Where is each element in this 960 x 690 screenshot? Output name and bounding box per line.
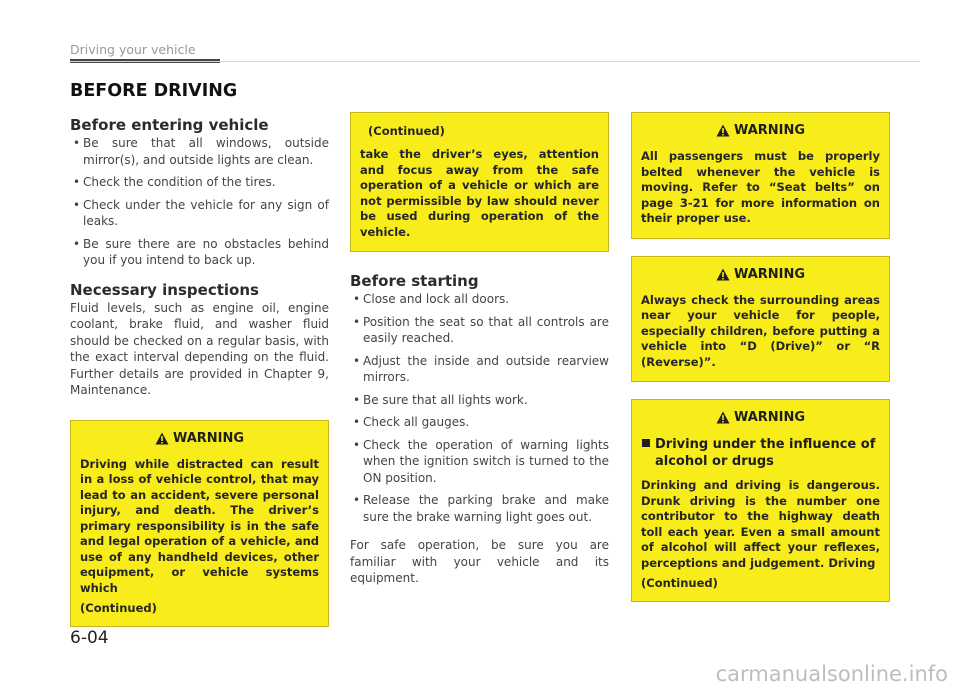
list-item: • Be sure there are no obstacles behind you if you intend to back up. — [70, 236, 329, 269]
column-middle — [350, 112, 609, 587]
warning-heading — [641, 123, 880, 138]
warning-box-continued — [350, 112, 609, 252]
warning-triangle-icon — [716, 124, 730, 137]
list-item: • Close and lock all doors. — [350, 291, 609, 308]
warning-triangle-icon — [716, 268, 730, 281]
continued-label: (Continued) — [641, 576, 718, 590]
watermark: carmanualsonline.info — [715, 662, 948, 686]
list-item: • Check the condition of the tires. — [70, 174, 329, 191]
before-entering-heading: Before entering vehicle — [70, 116, 269, 134]
list-item: • Be sure that all lights work. — [350, 392, 609, 409]
warning-heading — [641, 267, 880, 282]
inspections-text: Fluid levels, such as engine oil, engine coolant, brake fluid, and washer fluid should be checked on a regular basis, with the exact interval depending on the fluid. Further details are provided in Chapter 9, Maintenance. — [70, 300, 329, 397]
warning-text: All passengers must be properly belted whenever the vehicle is moving. Refer to “Seat belts” on page 3-21 for more information on their proper use. — [641, 149, 880, 225]
section-label: Driving your vehicle — [70, 42, 196, 57]
warning-box-seat-belts — [631, 112, 890, 239]
before-entering-list — [70, 135, 329, 269]
list-item: • Release the parking brake and make sure the brake warning light goes out. — [350, 492, 609, 525]
warning-heading — [641, 410, 880, 425]
page-title: BEFORE DRIVING — [70, 81, 238, 101]
list-item: • Check the operation of warning lights when the ignition switch is turned to the ON position. — [350, 437, 609, 487]
warning-heading-text: WARNING — [172, 430, 245, 446]
inspections-heading: Necessary inspections — [70, 280, 259, 299]
familiar-text: For safe operation, be sure you are familiar with your vehicle and its equipment. — [350, 538, 609, 585]
square-bullet-icon — [642, 439, 650, 447]
warning-text: take the driver’s eyes, attention and focus away from the safe operation of a vehicle or which are not permissible by law should never be used during operation of the vehicle. — [360, 147, 599, 239]
warning-triangle-icon — [716, 411, 730, 424]
list-item: • Be sure that all windows, outside mirror(s), and outside lights are clean. — [70, 135, 329, 168]
warning-heading-text: WARNING — [733, 410, 806, 425]
continued-label: (Continued) — [368, 124, 445, 138]
continued-label: (Continued) — [80, 601, 157, 615]
list-item: • Position the seat so that all controls are easily reached. — [350, 314, 609, 347]
warning-text: Drinking and driving is dangerous. Drunk driving is the number one contributor to the highway death toll each year. Even a small amount of alcohol will affect your reflexes, perceptions and judgement. Driving — [641, 478, 880, 570]
warning-heading-text: WARNING — [733, 123, 806, 138]
column-right — [631, 112, 890, 602]
warning-heading-text: WARNING — [733, 266, 806, 282]
warning-subheading — [641, 436, 880, 470]
warning-heading — [80, 431, 319, 446]
warning-box-surroundings — [631, 256, 890, 383]
warning-triangle-icon — [155, 432, 169, 445]
list-item: • Check all gauges. — [350, 414, 609, 431]
header-rule — [70, 61, 920, 62]
warning-box-alcohol — [631, 399, 890, 602]
list-item: • Adjust the inside and outside rearview mirrors. — [350, 353, 609, 386]
before-starting-list — [350, 291, 609, 525]
warning-text: Driving while distracted can result in a loss of vehicle control, that may lead to an accident, severe personal injury, and death. The driver’s primary responsibility is in the safe and legal operation of a vehicle, and use of any handheld devices, other equipment, or vehicle systems which — [80, 456, 319, 595]
before-starting-heading: Before starting — [350, 272, 479, 290]
page-number: 6-04 — [70, 628, 109, 648]
list-item: • Check under the vehicle for any sign of leaks. — [70, 197, 329, 230]
column-left — [70, 116, 329, 627]
warning-text: Always check the surrounding areas near your vehicle for people, especially children, before putting a vehicle into “D (Drive)” or “R (Reverse)”. — [641, 292, 880, 369]
warning-box-distracted — [70, 420, 329, 628]
warning-subheading-text: Driving under the influence of alcohol or drugs — [655, 437, 876, 469]
